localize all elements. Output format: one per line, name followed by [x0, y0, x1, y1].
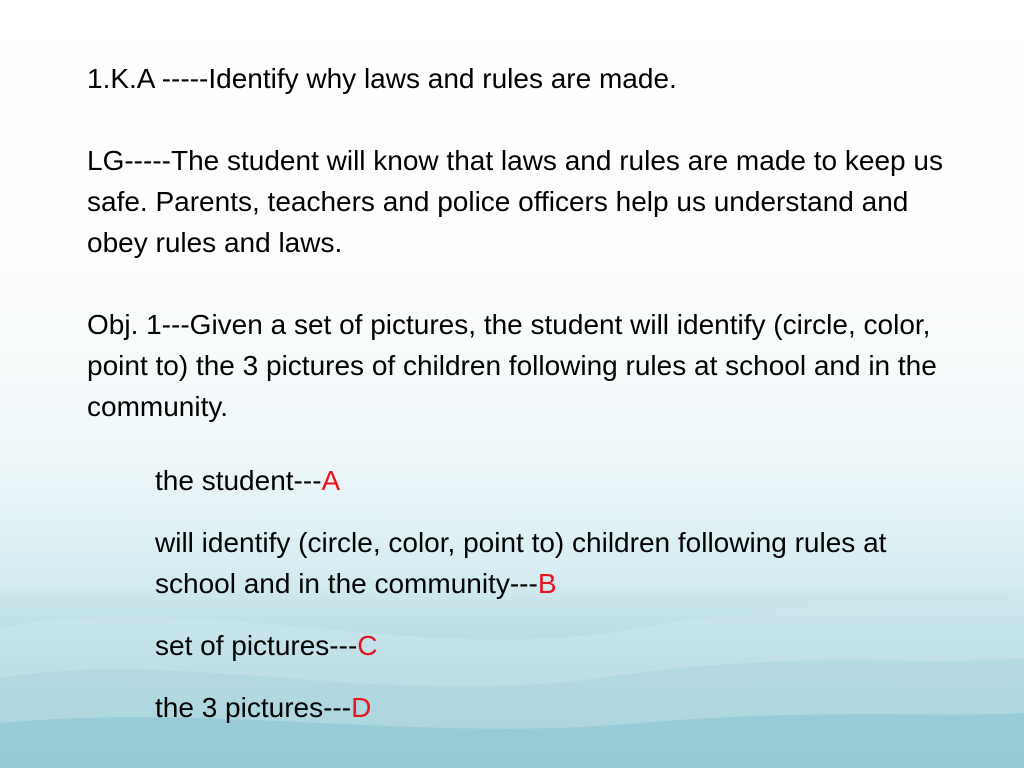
item-text: will identify (circle, color, point to) children following rules at school and in the community--- — [155, 527, 887, 599]
list-item — [155, 460, 975, 501]
list-item — [155, 625, 975, 666]
list-item — [155, 522, 975, 604]
objective-text: Obj. 1---Given a set of pictures, the student will identify (circle, color, point to) the 3 pictures of children following rules at school and in the community. — [87, 309, 937, 422]
item-letter: D — [351, 692, 372, 723]
item-text: set of pictures--- — [155, 630, 358, 661]
list-item — [155, 687, 975, 728]
learning-goal-text: LG-----The student will know that laws and rules are made to keep us safe. Parents, teachers and police officers help us understand and obey rules and laws. — [87, 145, 943, 258]
slide-body — [87, 58, 967, 468]
item-letter: B — [537, 568, 557, 599]
item-text: the student--- — [155, 465, 322, 496]
standard-text: 1.K.A -----Identify why laws and rules are made. — [87, 63, 677, 94]
item-text: the 3 pictures--- — [155, 692, 352, 723]
objective-breakdown-list — [155, 460, 975, 749]
item-letter: A — [321, 465, 341, 496]
item-letter: C — [357, 630, 378, 661]
